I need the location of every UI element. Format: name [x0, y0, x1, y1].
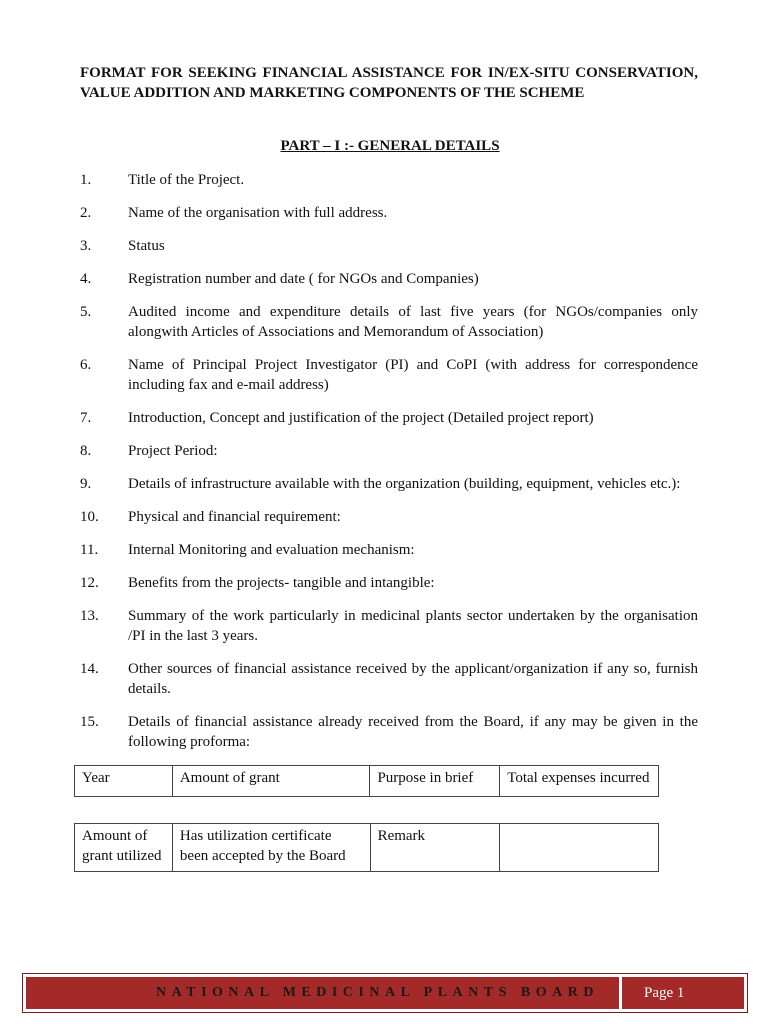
item-text: Name of Principal Project Investigator (PI) and CoPI (with address for correspondence including fax and e-mail address): [128, 357, 698, 393]
item-number: 1.: [80, 172, 92, 188]
list-item: [80, 408, 698, 428]
item-text: Project Period:: [128, 443, 218, 459]
item-number: 3.: [80, 238, 92, 254]
table-cell: Year: [75, 766, 173, 797]
item-text: Summary of the work particularly in medicinal plants sector undertaken by the organisation /PI in the last 3 years.: [128, 608, 698, 644]
list-item: [80, 573, 698, 593]
list-item: [80, 170, 698, 190]
item-text: Other sources of financial assistance received by the applicant/organization if any so, furnish details.: [128, 661, 698, 697]
item-number: 2.: [80, 205, 92, 221]
item-text: Title of the Project.: [128, 172, 245, 188]
list-item: [80, 712, 698, 752]
page-number: Page 1: [644, 984, 685, 1001]
item-number: 13.: [80, 608, 99, 624]
footer-org-name: NATIONAL MEDICINAL PLANTS BOARD: [156, 985, 599, 1000]
item-number: 8.: [80, 443, 92, 459]
list-item: [80, 355, 698, 395]
part-heading: [0, 138, 770, 155]
grant-details-table: [74, 765, 659, 797]
item-number: 11.: [80, 542, 99, 558]
item-number: 12.: [80, 575, 99, 591]
footer-page-box: [622, 977, 744, 1009]
item-number: 7.: [80, 410, 92, 426]
item-number: 15.: [80, 714, 99, 730]
list-item: [80, 474, 698, 494]
table-row: [75, 824, 659, 872]
item-text: Benefits from the projects- tangible and intangible:: [128, 575, 435, 591]
item-text: Audited income and expenditure details of last five years (for NGOs/companies only alongwith Articles of Associations and Memorandum of Association): [128, 304, 698, 340]
item-text: Internal Monitoring and evaluation mechanism:: [128, 542, 415, 558]
item-text: Status: [128, 238, 165, 254]
item-number: 14.: [80, 661, 99, 677]
item-number: 5.: [80, 304, 92, 320]
table-cell: Has utilization certificate been accepted by the Board: [172, 824, 370, 872]
list-item: [80, 236, 698, 256]
item-text: Name of the organisation with full address.: [128, 205, 388, 221]
list-item: [80, 441, 698, 461]
table-row: [75, 766, 659, 797]
item-number: 4.: [80, 271, 92, 287]
item-number: 6.: [80, 357, 92, 373]
item-text: Registration number and date ( for NGOs and Companies): [128, 271, 479, 287]
table-cell: [500, 824, 659, 872]
part-heading-text: PART – I :- GENERAL DETAILS: [280, 138, 500, 154]
item-text: Details of infrastructure available with the organization (building, equipment, vehicles etc.):: [128, 476, 681, 492]
table-cell: Total expenses incurred: [500, 766, 659, 797]
table-cell: Purpose in brief: [370, 766, 500, 797]
item-text: Introduction, Concept and justification of the project (Detailed project report): [128, 410, 594, 426]
document-title: FORMAT FOR SEEKING FINANCIAL ASSISTANCE FOR IN/EX-SITU CONSERVATION, VALUE ADDITION AND MARKETING COMPONENTS OF THE SCHEME: [80, 65, 698, 101]
table-cell: Amount of grant utilized: [75, 824, 173, 872]
item-text: Details of financial assistance already received from the Board, if any may be given in the following proforma:: [128, 714, 698, 750]
list-item: [80, 606, 698, 646]
footer-org-bar: [26, 977, 619, 1009]
list-item: [80, 659, 698, 699]
grant-utilization-table: [74, 823, 659, 872]
item-text: Physical and financial requirement:: [128, 509, 341, 525]
page-footer: [22, 973, 748, 1013]
list-item: [80, 540, 698, 560]
list-item: [80, 507, 698, 527]
general-details-list: [80, 170, 698, 765]
table-cell: Remark: [370, 824, 500, 872]
table-cell: Amount of grant: [172, 766, 370, 797]
list-item: [80, 269, 698, 289]
item-number: 9.: [80, 476, 92, 492]
list-item: [80, 203, 698, 223]
item-number: 10.: [80, 509, 99, 525]
list-item: [80, 302, 698, 342]
